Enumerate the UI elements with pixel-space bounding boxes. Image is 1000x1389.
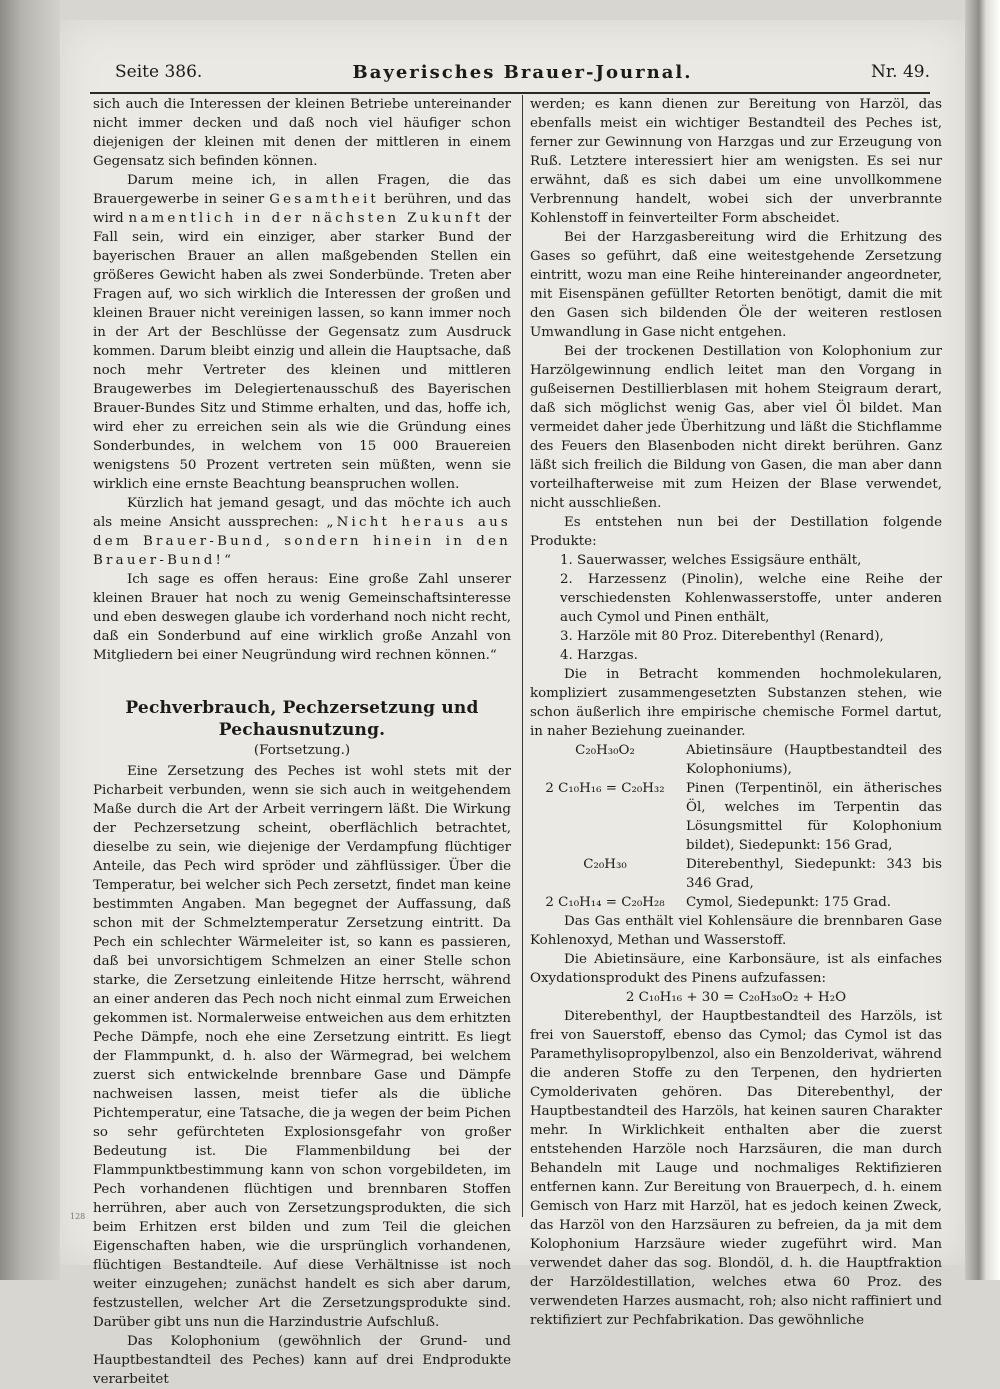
text-run: Kürzlich hat jemand gesagt, und das möchte ich auch als meine Ansicht aussprechen: bbox=[93, 496, 511, 530]
paragraph: werden; es kann dienen zur Bereitung von Harzöl, das ebenfalls meist ein wichtiger Bestandteil des Peches ist, ferner zur Gewinnung von Harzgas und zur Erzeugung von Ruß. Letztere interessiert hier am wenigsten. Es sei nur erwähnt, daß es sich dabei um eine unvollkommene Verbrennung handelt, wobei sich der unverbrannte Kohlenstoff in feinverteilter Form abscheidet. bbox=[530, 97, 942, 226]
formula-row bbox=[530, 893, 942, 912]
paragraph: Die Abietinsäure, eine Karbonsäure, ist als einfaches Oxydationsprodukt des Pinens aufzufassen: bbox=[530, 952, 942, 986]
formula-table bbox=[530, 741, 942, 912]
paragraph: Eine Zersetzung des Peches ist wohl stets mit der Picharbeit verbunden, wenn sie sich auch in weitgehendem Maße durch die Art der Arbeit verringern läßt. Die Wirkung der Pechzersetzung scheint, oberflächlich betrachtet, dieselbe zu sein, wie diejenige der Verdampfung flüchtiger Anteile, das Pech wird spröder und zähflüssiger. Über die Temperatur, bei welcher sich Pech zersetzt, findet man keine bestimmten Angaben. Man begegnet der Auffassung, daß schon mit der Schmelztemperatur Zersetzung eintritt. Da Pech ein schlechter Wärmeleiter ist, so kann es passieren, daß bei unvorsichtigem Schmelzen an einer Stelle schon starke, die Zersetzung einleitende Hitze herrscht, während an einer anderen das Pech noch nicht einmal zum Erweichen gekommen ist. Normalerweise entweichen aus dem erhitzten Peche Dämpfe, noch ehe eine Zersetzung eintritt. Es liegt der Flammpunkt, d. h. also der Wärmegrad, bei welchem zuerst sich entwickelnde brennbare Gase und Dämpfe nachweisen lassen, meist tiefer als die übliche Pichtemperatur, eine Tatsache, die ja wegen der beim Pichen so sehr gefürchteten Explosionsgefahr von großer Bedeutung ist. Die Flammenbildung bei der Flammpunktbestimmung kann von schon vorgebildeten, im Pech vorhandenen flüchtigen und brennbaren Stoffen herrühren, aber auch von Zersetzungsprodukten, die sich beim Erhitzen erst bilden und zum Teil die gleichen Eigenschaften haben, wie die ursprünglich vorhandenen, flüchtigen Bestandteile. Auf diese Verhältnisse ist noch weiter einzugehen; zunächst handelt es sich aber darum, festzustellen, welcher Art die Zersetzungsprodukte sind. Darüber gibt uns nun die Harzindustrie Aufschluß. bbox=[93, 764, 511, 1330]
article-title: Pechverbrauch, Pechzersetzung und Pechausnutzung. bbox=[125, 698, 479, 740]
list-item: 2. Harzessenz (Pinolin), welche eine Reihe der verschiedensten Kohlenwasserstoffe, unter anderen auch Cymol und Pinen enthält, bbox=[560, 572, 942, 625]
paragraph: sich auch die Interessen der kleinen Betriebe untereinander nicht immer decken und daß noch viel häufiger schon diejenigen der kleinen mit denen der mittleren in einem Gegensatz sich befinden können. bbox=[93, 97, 511, 169]
journal-title: Bayerisches Brauer-Journal. bbox=[352, 62, 693, 83]
formula-description: Pinen (Terpentinöl, ein ätherisches Öl, welches im Terpentin das Lösungsmittel für Kolophonium bildet), Siedepunkt: 156 Grad, bbox=[686, 781, 942, 853]
paragraph: Die in Betracht kommenden hochmolekularen, kompliziert zusammengesetzten Substanzen stehen, wie schon äußerlich ihre empirische chemische Formel dartut, in naher Beziehung zueinander. bbox=[530, 667, 942, 739]
chemical-equation: 2 C₁₀H₁₆ + 30 = C₂₀H₃₀O₂ + H₂O bbox=[625, 990, 847, 1005]
running-header bbox=[115, 62, 930, 90]
chemical-formula: C₂₀H₃₀ bbox=[583, 857, 627, 872]
paragraph: Das Gas enthält viel Kohlensäure die brennbaren Gase Kohlenoxyd, Methan und Wasserstoff. bbox=[530, 914, 942, 948]
text-run: berühren, und das wird bbox=[93, 192, 511, 226]
paragraph: Ich sage es offen heraus: Eine große Zahl unserer kleinen Brauer hat noch zu wenig Gemeinschaftsinteresse und eben deswegen glaube ich vorderhand noch nicht recht, daß ein Sonderbund auf eine wirklich große Anzahl von Mitgliedern bei einer Neugründung wird rechnen können.“ bbox=[93, 572, 511, 663]
paragraph: Bei der trockenen Destillation von Kolophonium zur Harzölgewinnung endlich leitet man den Vorgang in gußeisernen Destillierblasen mit hohem Steigraum derart, daß sich möglichst wenig Gas, aber viel Öl bildet. Man vermeidet daher jede Überhitzung und läßt die Stichflamme des Feuers den Blasenboden nicht direkt berühren. Ganz läßt sich freilich die Bildung von Gasen, die man aber dann vorteilhafterweise mit zum Heizen der Blase verwendet, nicht ausschließen. bbox=[530, 344, 942, 511]
formula-row bbox=[530, 779, 942, 855]
quote-text: „Nicht heraus aus dem Brauer-Bund, sondern hinein in den Brauer-Bund!“ bbox=[93, 515, 512, 568]
margin-mark: 128 bbox=[70, 1212, 86, 1221]
paragraph: Es entstehen nun bei der Destillation folgende Produkte: bbox=[530, 515, 942, 549]
chemical-formula: C₂₀H₃₀O₂ bbox=[575, 743, 635, 758]
article-subtitle: (Fortsetzung.) bbox=[253, 743, 351, 758]
text-run: Darum meine ich, in allen Fragen, die das Brauergewerbe in seiner bbox=[93, 173, 511, 207]
page-number: Seite 386. bbox=[115, 62, 203, 82]
paragraph bbox=[93, 494, 511, 570]
formula-row bbox=[530, 855, 942, 893]
column-divider bbox=[522, 95, 523, 1217]
paragraph: Bei der Harzgasbereitung wird die Erhitzung des Gases so geführt, daß eine weitestgehende Zersetzung eintritt, wozu man eine Reihe hintereinander angeordneter, mit Eisenspänen gefüllter Retorten benötigt, damit die mit den Gasen sich bildenden Öle der weiteren restlosen Umwandlung in Gase nicht entgehen. bbox=[530, 230, 942, 340]
emphasis-text: Gesamtheit bbox=[269, 192, 380, 207]
list-item: 3. Harzöle mit 80 Proz. Diterebenthyl (Renard), bbox=[560, 629, 884, 644]
paragraph: Das Kolophonium (gewöhnlich der Grund- und Hauptbestandteil des Peches) kann auf drei Endprodukte verarbeitet bbox=[93, 1334, 511, 1387]
header-rule bbox=[90, 92, 930, 94]
binding-shadow bbox=[0, 0, 60, 1280]
paragraph: Diterebenthyl, der Hauptbestandteil des Harzöls, ist frei von Sauerstoff, ebenso das Cymol; das Cymol ist das Paramethylisopropylbenzol, also ein Benzolderivat, während die anderen Stoffe zu den Terpenen, den hydrierten Cymolderivaten gehören. Das Diterebenthyl, der Hauptbestandteil des Harzöls, hat keinen sauren Charakter mehr. In Wirklichkeit enthalten aber die zuerst entstehenden Harzöle noch Harzsäuren, die man durch Behandeln mit Lauge und nochmaliges Rektifizieren entfernen kann. Zur Bereitung von Brauerpech, d. h. einem Gemisch von Harz mit Harzöl, hat es jedoch keinen Zweck, das Harzöl von den Harzsäuren zu befreien, da ja mit dem Kolophonium Harzsäure wieder zugeführt wird. Man verwendet daher das sog. Blondöl, d. h. die Hauptfraktion der Harzöldestillation, welches etwa 60 Proz. des verwendeten Harzes ausmacht, roh; also nicht raffiniert und rektifiziert zur Pechfabrikation. Das gewöhnliche bbox=[530, 1009, 942, 1328]
list-item: 1. Sauerwasser, welches Essigsäure enthält, bbox=[560, 553, 862, 568]
formula-row bbox=[530, 741, 942, 779]
left-column bbox=[93, 95, 511, 1389]
issue-number: Nr. 49. bbox=[871, 62, 930, 82]
chemical-formula: 2 C₁₀H₁₆ = C₂₀H₃₂ bbox=[545, 781, 665, 796]
emphasis-text: namentlich in der nächsten Zukunft bbox=[128, 211, 484, 226]
formula-description: Cymol, Siedepunkt: 175 Grad. bbox=[686, 895, 892, 910]
chemical-formula: 2 C₁₀H₁₄ = C₂₀H₂₈ bbox=[545, 895, 665, 910]
list-item: 4. Harzgas. bbox=[560, 648, 638, 663]
text-run: der Fall sein, wird ein einziger, aber starker Bund der bayerischen Brauer an allen maßgebenden Stellen ein größeres Gewicht haben als zwei Sonderbünde. Treten aber Fragen auf, wo sich wirklich die Interessen der großen und kleinen Brauer nicht vereinigen lassen, so kann immer noch in der Art der Beschlüsse der Gegensatz zum Ausdruck kommen. Darum bleibt einzig und allein die Hauptsache, daß noch mehr Vertreter des kleinen und mittleren Braugewerbes im Delegiertenausschuß des Bayerischen Brauer-Bundes Sitz und Stimme erhalten, und das, hoffe ich, wird eher zu erreichen sein als wie die Gründung eines Sonderbundes, in welchem von 15 000 Brauereien wenigstens 50 Prozent vertreten sein müßten, wenn sie wirklich eine ernste Beachtung beanspruchen wollen. bbox=[93, 211, 511, 492]
formula-description: Diterebenthyl, Siedepunkt: 343 bis 346 Grad, bbox=[686, 857, 942, 891]
formula-description: Abietinsäure (Hauptbestandteil des Kolophoniums), bbox=[686, 743, 942, 777]
page-edge bbox=[965, 0, 1000, 1280]
paragraph bbox=[93, 171, 511, 494]
right-column bbox=[530, 95, 942, 1330]
